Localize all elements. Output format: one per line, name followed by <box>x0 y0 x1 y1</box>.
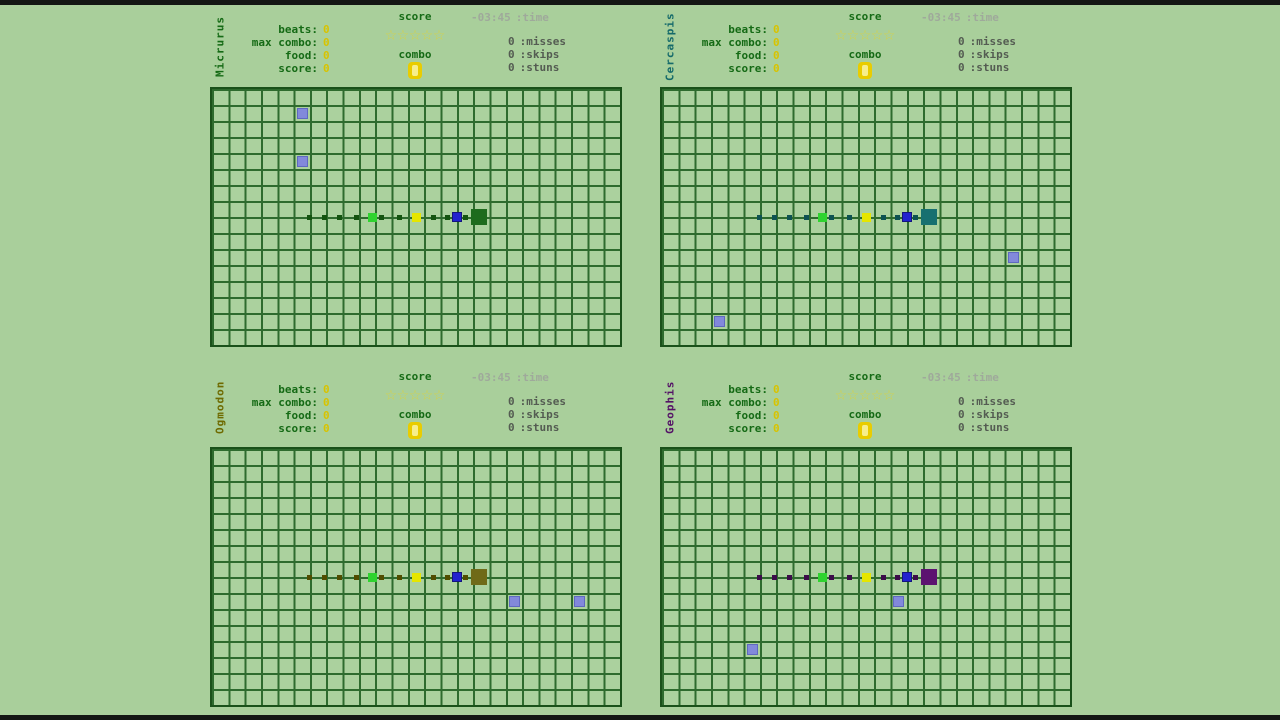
snake-body-segment <box>895 575 900 580</box>
counter-label: :skips <box>969 48 1010 61</box>
counter-label: :skips <box>969 408 1010 421</box>
stat-label: beats: <box>278 383 318 396</box>
stat-row <box>220 23 330 36</box>
snake-body-segment <box>445 215 450 220</box>
stat-value: 0 <box>773 62 780 75</box>
counter-value: 0 <box>508 61 515 74</box>
snake-segment-blue <box>902 572 912 582</box>
stat-value: 0 <box>773 396 780 409</box>
snake-body-segment <box>829 575 834 580</box>
stat-value: 0 <box>323 396 330 409</box>
snake-body-segment <box>307 575 312 580</box>
stat-row <box>670 383 780 396</box>
player-quadrant <box>190 0 640 360</box>
counter-row <box>958 396 1016 408</box>
combo-coin-icon <box>858 62 872 79</box>
time-value: -03:45 <box>471 371 511 384</box>
score-title: score <box>398 370 432 383</box>
combo-coin-icon <box>858 422 872 439</box>
food-pellet <box>893 596 904 607</box>
snake-body-segment <box>772 575 777 580</box>
time-display <box>471 372 549 384</box>
food-pellet <box>509 596 520 607</box>
star-rating-icon: ☆☆☆☆☆ <box>384 381 446 405</box>
stat-row <box>220 62 330 75</box>
snake-head <box>471 569 487 585</box>
stat-row <box>670 409 780 422</box>
snake-body-segment <box>757 215 762 220</box>
time-value: -03:45 <box>921 371 961 384</box>
combo-label: combo <box>848 48 882 61</box>
player-quadrant <box>640 0 1090 360</box>
snake-body-segment <box>397 215 402 220</box>
food-pellet <box>297 156 308 167</box>
player-name: Cercaspis <box>663 12 677 82</box>
counter-value: 0 <box>958 61 965 74</box>
game-grid <box>660 447 1072 707</box>
stat-row <box>670 62 780 75</box>
snake-body-segment <box>847 215 852 220</box>
counter-row <box>958 62 1009 74</box>
counter-label: :misses <box>519 35 566 48</box>
stat-row <box>220 383 330 396</box>
counter-label: :misses <box>969 35 1016 48</box>
game-grid <box>210 87 622 347</box>
star-rating-icon: ☆☆☆☆☆ <box>384 21 446 45</box>
snake-body-segment <box>757 575 762 580</box>
stat-value: 0 <box>323 422 330 435</box>
time-label: :time <box>965 11 999 24</box>
counter-label: :misses <box>969 395 1016 408</box>
snake-body-segment <box>431 215 436 220</box>
counter-label: :stuns <box>519 61 560 74</box>
snake-body-segment <box>307 215 312 220</box>
combo-coin-icon <box>408 62 422 79</box>
stat-label: max combo: <box>701 396 768 409</box>
stat-row <box>220 409 330 422</box>
snake-body-segment <box>337 575 342 580</box>
stat-value: 0 <box>773 49 780 62</box>
stat-row <box>220 49 330 62</box>
combo-label: combo <box>398 408 432 421</box>
food-pellet <box>714 316 725 327</box>
snake-segment-yellow <box>862 573 871 582</box>
combo-label: combo <box>848 408 882 421</box>
counter-row <box>958 36 1016 48</box>
snake-segment-yellow <box>412 213 421 222</box>
snake-body-segment <box>463 575 468 580</box>
counter-value: 0 <box>958 408 965 421</box>
snake-segment-blue <box>902 212 912 222</box>
star-rating-icon: ☆☆☆☆☆ <box>834 21 896 45</box>
time-value: -03:45 <box>921 11 961 24</box>
counter-row <box>508 62 559 74</box>
snake-body-segment <box>804 215 809 220</box>
stat-value: 0 <box>773 36 780 49</box>
stat-row <box>220 36 330 49</box>
score-title: score <box>848 10 882 23</box>
stat-label: score: <box>728 62 768 75</box>
time-display <box>921 372 999 384</box>
snake-body-segment <box>847 575 852 580</box>
stat-label: food: <box>734 409 768 422</box>
time-label: :time <box>965 371 999 384</box>
player-quadrant <box>190 360 640 720</box>
snake-body-segment <box>431 575 436 580</box>
counter-label: :stuns <box>519 421 560 434</box>
snake-body-segment <box>804 575 809 580</box>
player-quadrant <box>640 360 1090 720</box>
snake-body-segment <box>354 215 359 220</box>
snake-body-segment <box>322 215 327 220</box>
counter-row <box>508 36 566 48</box>
stat-label: max combo: <box>251 396 318 409</box>
combo-coin-icon <box>408 422 422 439</box>
stat-value: 0 <box>323 49 330 62</box>
counter-value: 0 <box>508 48 515 61</box>
stat-label: beats: <box>728 383 768 396</box>
game-grid <box>210 447 622 707</box>
snake-body-segment <box>787 215 792 220</box>
snake-head <box>471 209 487 225</box>
star-rating-icon: ☆☆☆☆☆ <box>834 381 896 405</box>
counter-label: :skips <box>519 408 560 421</box>
counter-row <box>508 409 559 421</box>
score-title: score <box>398 10 432 23</box>
coin-highlight <box>412 425 418 436</box>
counter-label: :stuns <box>969 61 1010 74</box>
stat-label: score: <box>278 422 318 435</box>
snake-body-segment <box>322 575 327 580</box>
combo-label: combo <box>398 48 432 61</box>
food-pellet <box>747 644 758 655</box>
stat-value: 0 <box>773 23 780 36</box>
snake-body-segment <box>772 215 777 220</box>
snake-body-segment <box>354 575 359 580</box>
snake-body-segment <box>397 575 402 580</box>
food-pellet <box>1008 252 1019 263</box>
stat-row <box>670 396 780 409</box>
stat-row <box>670 23 780 36</box>
score-title: score <box>848 370 882 383</box>
coin-highlight <box>862 65 868 76</box>
food-pellet <box>574 596 585 607</box>
snake-body-segment <box>379 575 384 580</box>
time-label: :time <box>515 11 549 24</box>
snake-head <box>921 569 937 585</box>
counter-value: 0 <box>958 35 965 48</box>
snake-body-segment <box>379 215 384 220</box>
snake-segment-green <box>368 573 377 582</box>
stat-value: 0 <box>773 409 780 422</box>
counter-row <box>508 422 559 434</box>
time-display <box>921 12 999 24</box>
counter-label: :stuns <box>969 421 1010 434</box>
counter-value: 0 <box>958 421 965 434</box>
counter-row <box>958 49 1009 61</box>
counter-row <box>508 49 559 61</box>
stat-row <box>670 49 780 62</box>
snake-segment-green <box>368 213 377 222</box>
time-display <box>471 12 549 24</box>
time-value: -03:45 <box>471 11 511 24</box>
snake-head <box>921 209 937 225</box>
snake-segment-green <box>818 213 827 222</box>
snake-segment-blue <box>452 572 462 582</box>
snake-segment-blue <box>452 212 462 222</box>
snake-body-segment <box>445 575 450 580</box>
snake-segment-yellow <box>862 213 871 222</box>
counter-row <box>958 409 1009 421</box>
stat-label: score: <box>728 422 768 435</box>
snake-body-segment <box>463 215 468 220</box>
snake-body-segment <box>881 215 886 220</box>
coin-highlight <box>862 425 868 436</box>
counter-value: 0 <box>958 395 965 408</box>
player-name: Micrurus <box>213 16 227 78</box>
snake-body-segment <box>337 215 342 220</box>
stat-value: 0 <box>323 23 330 36</box>
stat-value: 0 <box>773 383 780 396</box>
snake-body-segment <box>913 215 918 220</box>
snake-body-segment <box>895 215 900 220</box>
snake-segment-green <box>818 573 827 582</box>
stat-value: 0 <box>323 409 330 422</box>
stat-label: score: <box>278 62 318 75</box>
stat-label: beats: <box>278 23 318 36</box>
counter-label: :misses <box>519 395 566 408</box>
counter-row <box>958 422 1009 434</box>
stat-row <box>220 422 330 435</box>
snake-body-segment <box>829 215 834 220</box>
stat-label: beats: <box>728 23 768 36</box>
counter-row <box>508 396 566 408</box>
player-name: Geophis <box>663 380 677 434</box>
stat-label: food: <box>734 49 768 62</box>
coin-highlight <box>412 65 418 76</box>
counter-value: 0 <box>508 35 515 48</box>
food-pellet <box>297 108 308 119</box>
stat-label: max combo: <box>251 36 318 49</box>
stat-value: 0 <box>773 422 780 435</box>
counter-value: 0 <box>508 408 515 421</box>
counter-value: 0 <box>508 395 515 408</box>
stat-value: 0 <box>323 62 330 75</box>
snake-body-segment <box>913 575 918 580</box>
stat-label: food: <box>284 49 318 62</box>
counter-value: 0 <box>508 421 515 434</box>
counter-value: 0 <box>958 48 965 61</box>
player-name: Ogmodon <box>213 380 227 434</box>
stat-row <box>670 36 780 49</box>
stat-value: 0 <box>323 383 330 396</box>
snake-segment-yellow <box>412 573 421 582</box>
stat-row <box>670 422 780 435</box>
stat-row <box>220 396 330 409</box>
game-grid <box>660 87 1072 347</box>
time-label: :time <box>515 371 549 384</box>
stat-label: food: <box>284 409 318 422</box>
snake-body-segment <box>787 575 792 580</box>
stat-label: max combo: <box>701 36 768 49</box>
counter-label: :skips <box>519 48 560 61</box>
snake-body-segment <box>881 575 886 580</box>
stat-value: 0 <box>323 36 330 49</box>
